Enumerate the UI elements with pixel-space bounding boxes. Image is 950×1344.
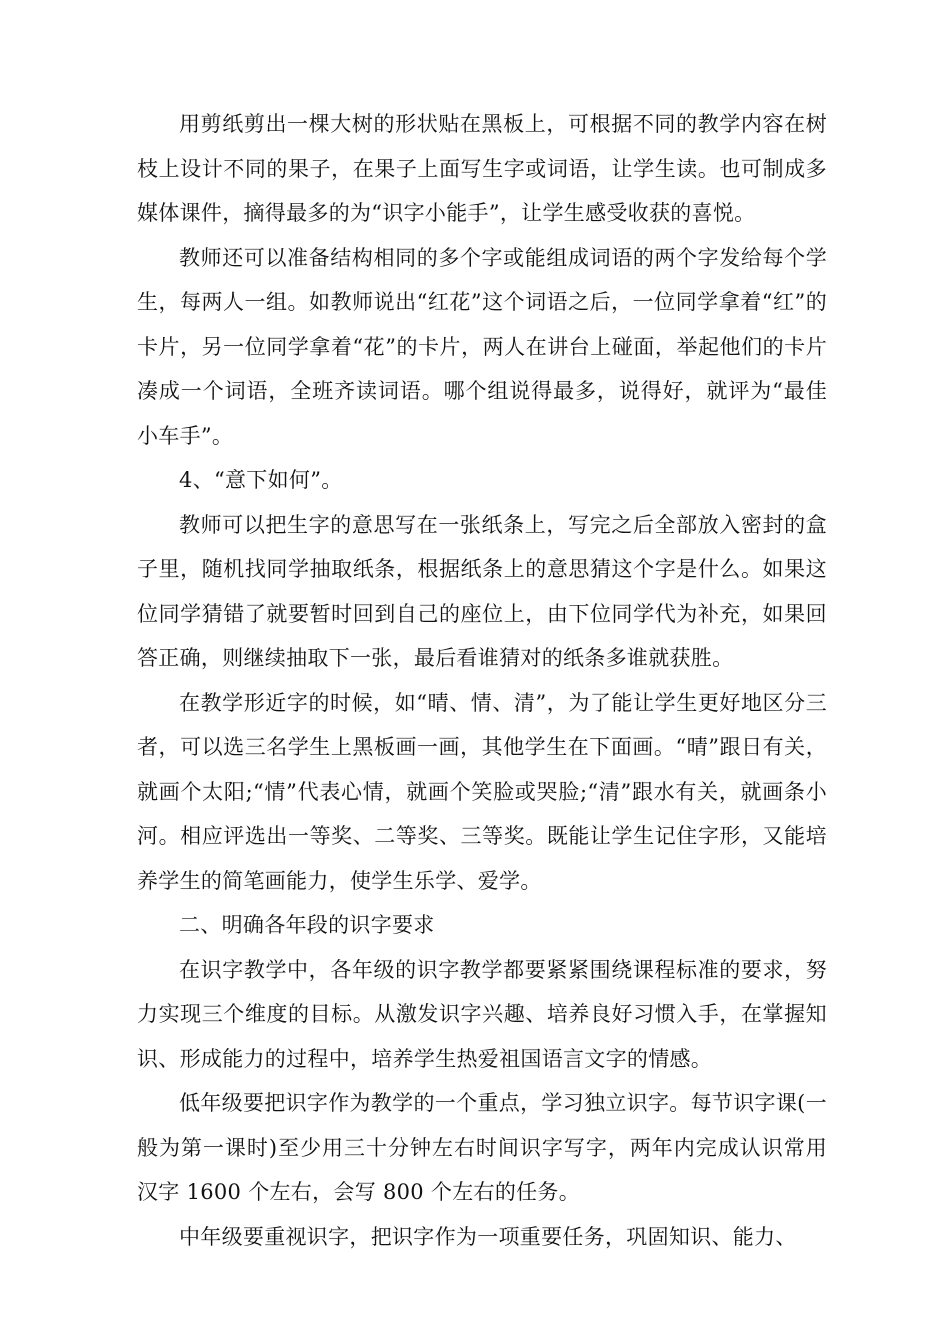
paragraph-tree-game: 用剪纸剪出一棵大树的形状贴在黑板上，可根据不同的教学内容在树枝上设计不同的果子，在果子上面写生字或词语，让学生读。也可制成多媒体课件，摘得最多的为“识字小能手”，让学生感受收获的喜悦。 <box>137 112 827 225</box>
paragraph-similar-characters: 在教学形近字的时候，如“晴、情、清”，为了能让学生更好地区分三者，可以选三名学生上黑板画一画，其他学生在下面画。“晴”跟日有关，就画个太阳;“情”代表心情，就画个笑脸或哭脸;“清”跟水有关，就画条小河。相应评选出一等奖、二等奖、三等奖。既能让学生记住字形，又能培养学生的简笔画能力，使学生乐学、爱学。 <box>137 690 827 893</box>
paragraph-card-game: 教师还可以准备结构相同的多个字或能组成词语的两个字发给每个学生，每两人一组。如教师说出“红花”这个词语之后，一位同学拿着“红”的卡片，另一位同学拿着“花”的卡片，两人在讲台上碰面，举起他们的卡片凑成一个词语，全班齐读词语。哪个组说得最多，说得好，就评为“最佳小车手”。 <box>137 245 827 448</box>
paragraph-paper-slip-game: 教师可以把生字的意思写在一张纸条上，写完之后全部放入密封的盒子里，随机找同学抽取纸条，根据纸条上的意思猜这个字是什么。如果这位同学猜错了就要暂时回到自己的座位上，由下位同学代为补充，如果回答正确，则继续抽取下一张，最后看谁猜对的纸条多谁就获胜。 <box>137 512 827 670</box>
paragraph-middle-grades: 中年级要重视识字，把识字作为一项重要任务，巩固知识、能力、 <box>179 1224 797 1249</box>
section-heading-grade-requirements: 二、明确各年段的识字要求 <box>179 913 435 937</box>
section-heading-meaning-guess: 4、“意下如何”。 <box>179 468 343 492</box>
paragraph-lower-grades: 低年级要把识字作为教学的一个重点，学习独立识字。每节识字课(一般为第一课时)至少用三十分钟左右时间识字写字，两年内完成认识常用汉字 1600 个左右，会写 800 个左右的任务。 <box>137 1091 827 1204</box>
paragraph-curriculum-goals: 在识字教学中，各年级的识字教学都要紧紧围绕课程标准的要求，努力实现三个维度的目标。从激发识字兴趣、培养良好习惯入手，在掌握知识、形成能力的过程中，培养学生热爱祖国语言文字的情感。 <box>137 957 827 1071</box>
document-body <box>137 102 827 1259</box>
